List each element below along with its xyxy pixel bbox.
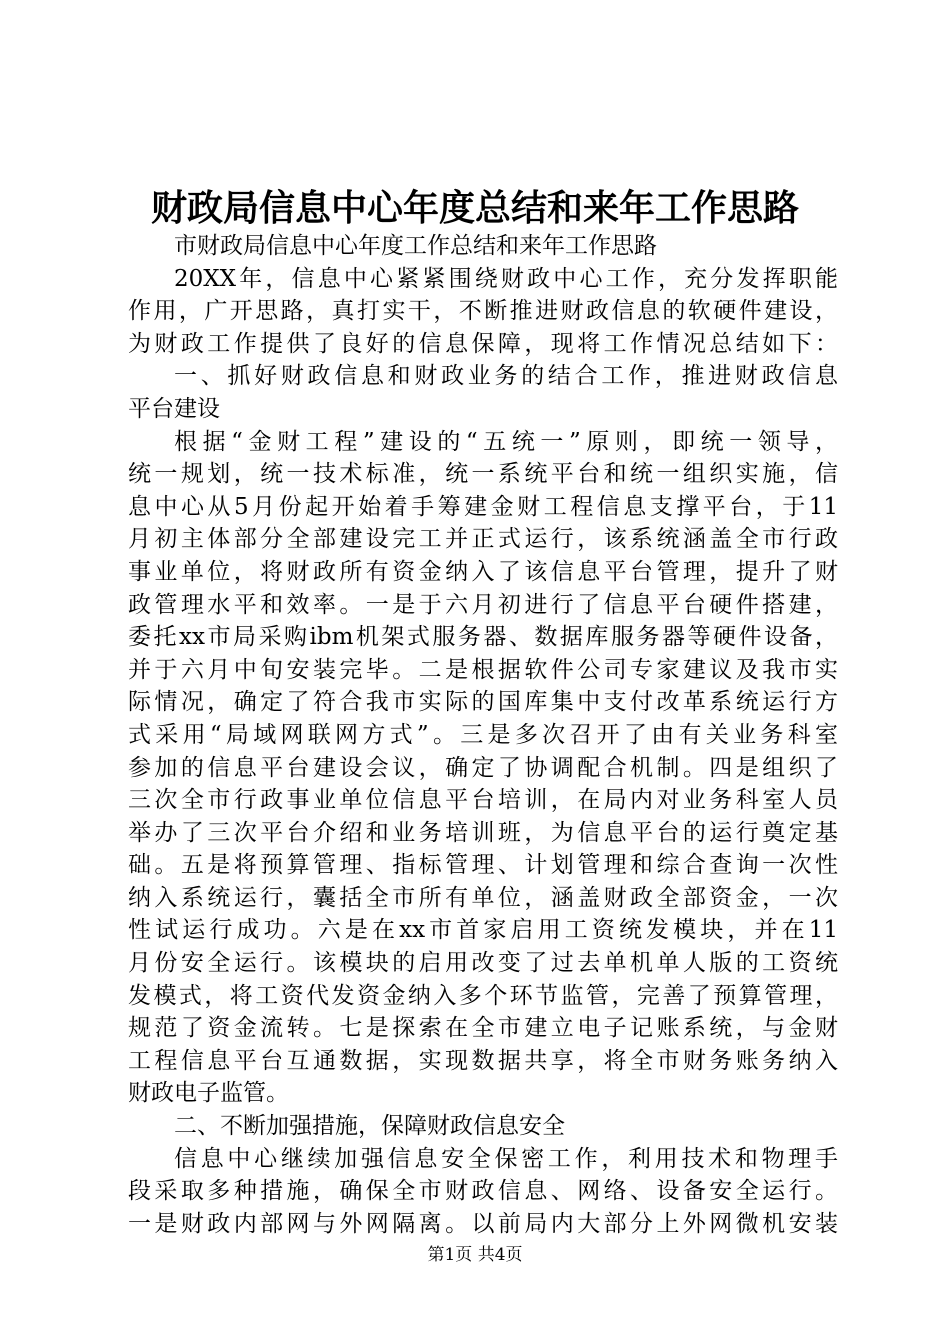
paragraph-line: 性试运行成功。六是在xx市首家启用工资统发模块，并在11 bbox=[128, 917, 838, 944]
document-title: 财政局信息中心年度总结和来年工作思路 bbox=[150, 187, 799, 229]
paragraph-line: 础。五是将预算管理、指标管理、计划管理和综合查询一次性 bbox=[128, 852, 838, 879]
paragraph-line: 财政电子监管。 bbox=[128, 1080, 289, 1107]
paragraph-line: 作用，广开思路，真打实干，不断推进财政信息的软硬件建设， bbox=[128, 298, 838, 325]
paragraph-line: 发模式，将工资代发资金纳入多个环节监管，完善了预算管理， bbox=[128, 982, 838, 1009]
paragraph-line: 信息中心继续加强信息安全保密工作，利用技术和物理手 bbox=[174, 1145, 838, 1172]
paragraph-line: 息中心从5月份起开始着手筹建金财工程信息支撑平台，于11 bbox=[128, 493, 838, 520]
section-heading-line: 一、抓好财政信息和财政业务的结合工作，推进财政信息 bbox=[174, 363, 838, 390]
paragraph-line: 为财政工作提供了良好的信息保障，现将工作情况总结如下： bbox=[128, 330, 838, 357]
paragraph-line: 规范了资金流转。七是探索在全市建立电子记账系统，与金财 bbox=[128, 1015, 838, 1042]
paragraph-line: 式采用“局域网联网方式”。三是多次召开了由有关业务科室 bbox=[128, 721, 838, 748]
section-heading-line: 二、不断加强措施，保障财政信息安全 bbox=[174, 1113, 565, 1140]
page-number-footer: 第1页 共4页 bbox=[427, 1245, 523, 1265]
paragraph-line: 事业单位，将财政所有资金纳入了该信息平台管理，提升了财 bbox=[128, 558, 838, 585]
paragraph-line: 一是财政内部网与外网隔离。以前局内大部分上外网微机安装 bbox=[128, 1210, 838, 1237]
paragraph-line: 委托xx市局采购ibm机架式服务器、数据库服务器等硬件设备， bbox=[128, 624, 838, 651]
subtitle-line: 市财政局信息中心年度工作总结和来年工作思路 bbox=[174, 233, 657, 259]
paragraph-line: 政管理水平和效率。一是于六月初进行了信息平台硬件搭建， bbox=[128, 591, 838, 618]
paragraph-line: 举办了三次平台介绍和业务培训班，为信息平台的运行奠定基 bbox=[128, 819, 838, 846]
section-heading-line: 平台建设 bbox=[128, 395, 220, 422]
paragraph-line: 参加的信息平台建设会议，确定了协调配合机制。四是组织了 bbox=[128, 754, 838, 781]
paragraph-line: 段采取多种措施，确保全市财政信息、网络、设备安全运行。 bbox=[128, 1178, 838, 1205]
paragraph-line: 工程信息平台互通数据，实现数据共享，将全市财务账务纳入 bbox=[128, 1047, 838, 1074]
document-body bbox=[128, 230, 838, 1240]
paragraph-line: 根据“金财工程”建设的“五统一”原则，即统一领导， bbox=[174, 428, 838, 455]
paragraph-line: 三次全市行政事业单位信息平台培训，在局内对业务科室人员 bbox=[128, 787, 838, 814]
paragraph-line: 20XX年，信息中心紧紧围绕财政中心工作，充分发挥职能 bbox=[174, 265, 838, 292]
paragraph-line: 际情况，确定了符合我市实际的国库集中支付改革系统运行方 bbox=[128, 689, 838, 716]
paragraph-line: 纳入系统运行，囊括全市所有单位，涵盖财政全部资金，一次 bbox=[128, 884, 838, 911]
paragraph-line: 并于六月中旬安装完毕。二是根据软件公司专家建议及我市实 bbox=[128, 656, 838, 683]
paragraph-line: 月初主体部分全部建设完工并正式运行，该系统涵盖全市行政 bbox=[128, 526, 838, 553]
paragraph-line: 月份安全运行。该模块的启用改变了过去单机单人版的工资统 bbox=[128, 950, 838, 977]
paragraph-line: 统一规划，统一技术标准，统一系统平台和统一组织实施，信 bbox=[128, 461, 838, 488]
